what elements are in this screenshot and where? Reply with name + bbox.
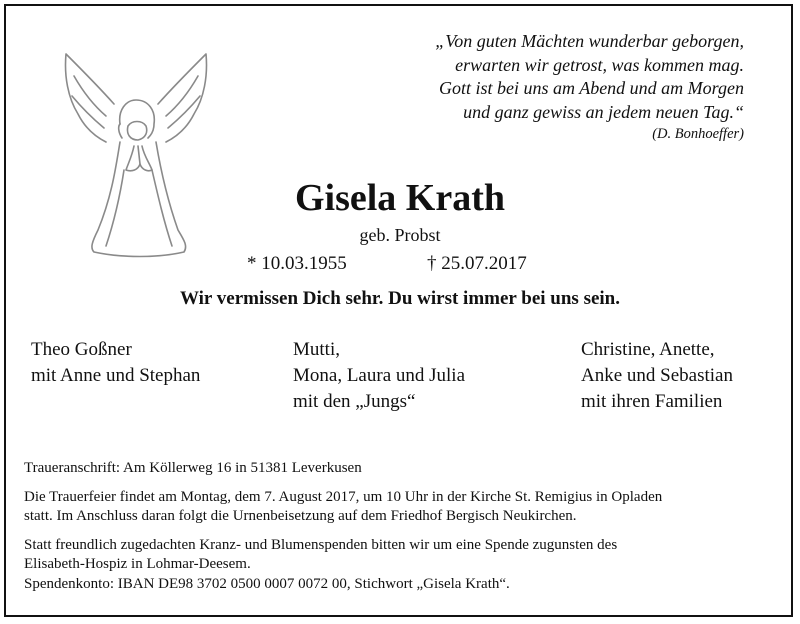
family-line: Mona, Laura und Julia: [293, 365, 466, 386]
family-group: [581, 337, 733, 415]
family-line: Anke und Sebastian: [581, 365, 733, 386]
donation-line: Elisabeth-Hospiz in Lohmar-Deesem.: [24, 556, 251, 572]
family-group: [293, 337, 465, 415]
bonhoeffer-quote: [304, 30, 744, 144]
maiden-name: geb. Probst: [359, 225, 441, 245]
family-line: Christine, Anette,: [581, 339, 715, 360]
quote-line: „Von guten Mächten wunderbar geborgen,: [435, 31, 744, 51]
family-line: Theo Goßner: [31, 339, 132, 360]
quote-line: erwarten wir getrost, was kommen mag.: [455, 54, 744, 75]
death-date: † 25.07.2017: [427, 253, 527, 274]
family-line: mit ihren Familien: [581, 391, 723, 412]
deceased-name: Gisela Krath: [294, 177, 506, 219]
life-dates: [247, 253, 547, 275]
ceremony-line: statt. Im Anschluss daran folgt die Urnenbeisetzung auf dem Friedhof Bergisch Neukirchen.: [24, 508, 577, 524]
quote-line: und ganz gewiss an jedem neuen Tag.“: [463, 101, 744, 122]
donation-line: Statt freundlich zugedachten Kranz- und Blumenspenden bitten wir um eine Spende zugunsten des: [24, 536, 618, 553]
donation-account: Spendenkonto: IBAN DE98 3702 0500 0007 0072 00, Stichwort „Gisela Krath“.: [24, 575, 510, 592]
mourning-address: Traueranschrift: Am Köllerweg 16 in 51381 Leverkusen: [24, 460, 362, 476]
motto: Wir vermissen Dich sehr. Du wirst immer bei uns sein.: [180, 288, 620, 309]
family-line: Mutti,: [293, 339, 340, 360]
family-group: [31, 337, 200, 389]
quote-line: Gott ist bei uns am Abend und am Morgen: [439, 78, 744, 98]
family-line: mit den „Jungs“: [293, 391, 416, 412]
funeral-info: [24, 459, 784, 594]
birth-date: * 10.03.1955: [247, 253, 347, 274]
family-line: mit Anne und Stephan: [31, 365, 201, 386]
quote-author: (D. Bonhoeffer): [652, 126, 744, 142]
ceremony-line: Die Trauerfeier findet am Montag, dem 7. August 2017, um 10 Uhr in der Kirche St. Remigius in Opladen: [24, 488, 663, 505]
